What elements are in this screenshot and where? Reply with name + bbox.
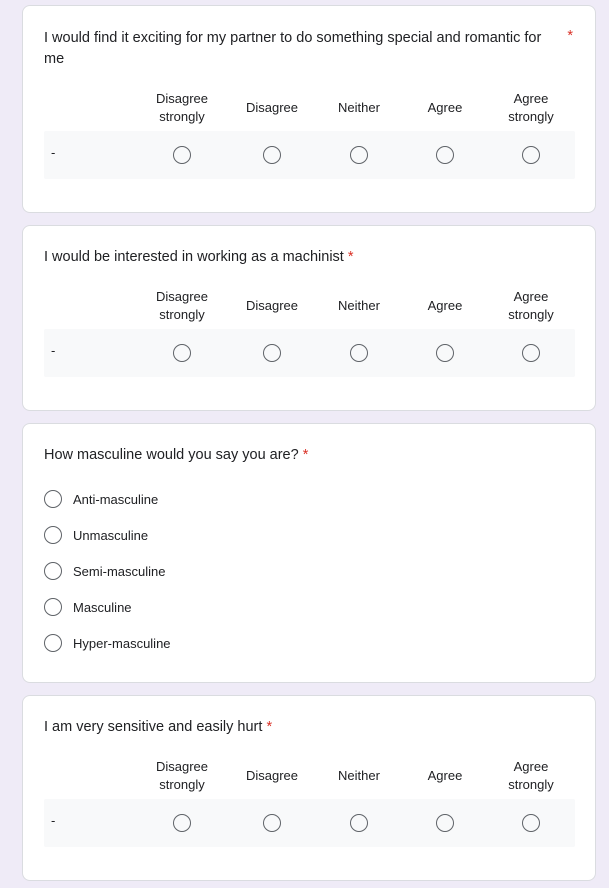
question-card-romantic [22,5,596,213]
grid-column-headers [23,756,595,796]
column-header: Disagree [245,768,299,783]
column-header: Agree [427,298,463,313]
option-semi-masculine[interactable] [44,561,165,581]
grid-row [44,131,575,179]
radio-agree-strongly[interactable] [522,814,540,832]
radio-agree[interactable] [436,814,454,832]
radio-button[interactable] [44,526,62,544]
option-masculine[interactable] [44,597,132,617]
column-header: Neither [338,768,380,783]
radio-disagree[interactable] [263,344,281,362]
question-text: I would be interested in working as a machinist [44,249,344,265]
row-label: - [51,343,56,358]
question-title [44,717,272,738]
column-header: Disagree strongly [155,289,209,322]
column-header: Agree strongly [508,759,554,792]
option-unmasculine[interactable] [44,525,148,545]
question-text: I would find it exciting for my partner to do something special and romantic for me [44,30,542,67]
radio-button[interactable] [44,634,62,652]
question-title [44,445,308,466]
grid-row [44,799,575,847]
option-label: Hyper-masculine [73,635,171,651]
required-asterisk: * [302,447,309,463]
question-card-masculine [22,423,596,683]
radio-neither[interactable] [350,814,368,832]
radio-disagree[interactable] [263,146,281,164]
column-header: Agree strongly [508,289,554,322]
column-header: Disagree strongly [155,759,209,792]
radio-disagree-strongly[interactable] [173,814,191,832]
radio-neither[interactable] [350,146,368,164]
column-header: Disagree [245,100,299,115]
column-header: Agree strongly [508,91,554,124]
option-label: Masculine [73,599,132,615]
radio-agree-strongly[interactable] [522,344,540,362]
radio-agree-strongly[interactable] [522,146,540,164]
radio-agree[interactable] [436,146,454,164]
grid-column-headers [23,88,595,128]
row-label: - [51,813,56,828]
option-label: Semi-masculine [73,563,166,579]
question-card-machinist [22,225,596,411]
column-header: Neither [338,100,380,115]
radio-disagree[interactable] [263,814,281,832]
question-text: How masculine would you say you are? [44,447,299,463]
question-card-sensitive [22,695,596,881]
question-text: I am very sensitive and easily hurt [44,719,263,735]
radio-neither[interactable] [350,344,368,362]
option-label: Anti-masculine [73,491,159,507]
option-label: Unmasculine [73,527,149,543]
radio-agree[interactable] [436,344,454,362]
grid-column-headers [23,286,595,326]
radio-disagree-strongly[interactable] [173,146,191,164]
radio-disagree-strongly[interactable] [173,344,191,362]
radio-button[interactable] [44,490,62,508]
row-label: - [51,145,56,160]
option-anti-masculine[interactable] [44,489,158,509]
column-header: Agree [427,100,463,115]
column-header: Disagree strongly [155,91,209,124]
option-hyper-masculine[interactable] [44,633,171,653]
question-title [44,28,554,70]
required-asterisk: * [567,28,573,44]
question-title [44,247,354,268]
column-header: Disagree [245,298,299,313]
column-header: Neither [338,298,380,313]
radio-button[interactable] [44,598,62,616]
column-header: Agree [427,768,463,783]
required-asterisk: * [347,249,354,265]
grid-row [44,329,575,377]
required-asterisk: * [266,719,273,735]
radio-button[interactable] [44,562,62,580]
